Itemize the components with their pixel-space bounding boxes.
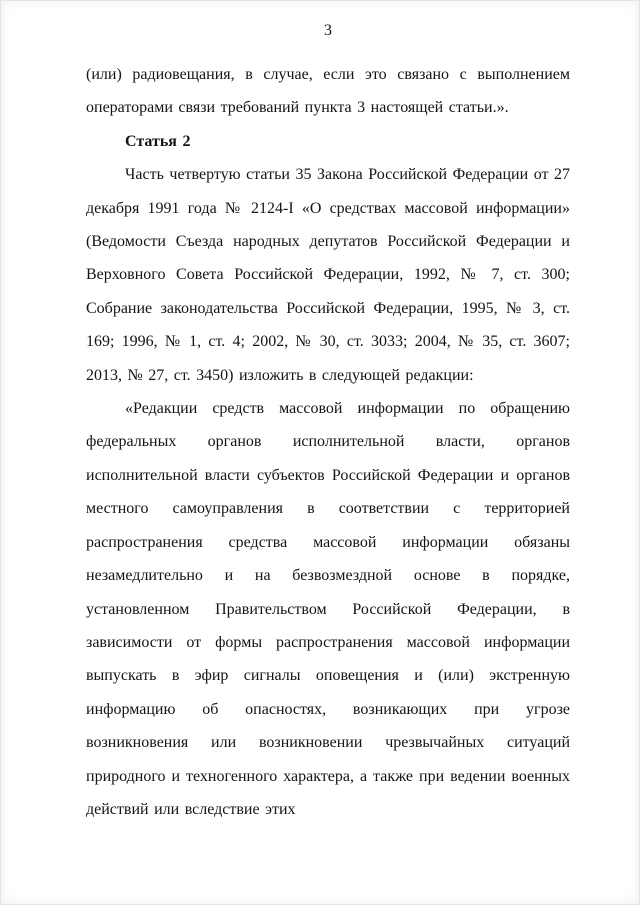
paragraph-new-wording: «Редакции средств массовой информации по обращению федеральных органов исполнительной власти, органов исполнительной власти субъектов Российской Федерации и органов местного самоуправления в соответствии с территорией распространения средства массовой информации обязаны незамедлительно и на безвозмездной основе в порядке, установленном Правительством Российской Федерации, в зависимости от формы распространения массовой информации выпускать в эфир сигналы оповещения и (или) экстренную информацию об опасностях, возникающих при угрозе возникновения или возникновении чрезвычайных ситуаций природного и техногенного характера, а также при ведении военных действий или вследствие этих <box>86 400 570 818</box>
section-heading-article-2: Статья 2 <box>125 132 191 150</box>
paragraph-amendment-intro: Часть четвертую статьи 35 Закона Российской Федерации от 27 декабря 1991 года № 2124-I «О средствах массовой информации» (Ведомости Съезда народных депутатов Российской Федерации и Верховного Совета Российской Федерации, 1992, № 7, ст. 300; Собрание законодательства Российской Федерации, 1995, № 3, ст. 169; 1996, № 1, ст. 4; 2002, № 30, ст. 3033; 2004, № 35, ст. 3607; 2013, № 27, ст. 3450) изложить в следующей редакции: <box>86 166 570 384</box>
page-number: 3 <box>324 22 332 39</box>
paragraph-continuation: (или) радиовещания, в случае, если это связано с выполнением операторами связи требований пункта 3 настоящей статьи.». <box>86 66 570 117</box>
